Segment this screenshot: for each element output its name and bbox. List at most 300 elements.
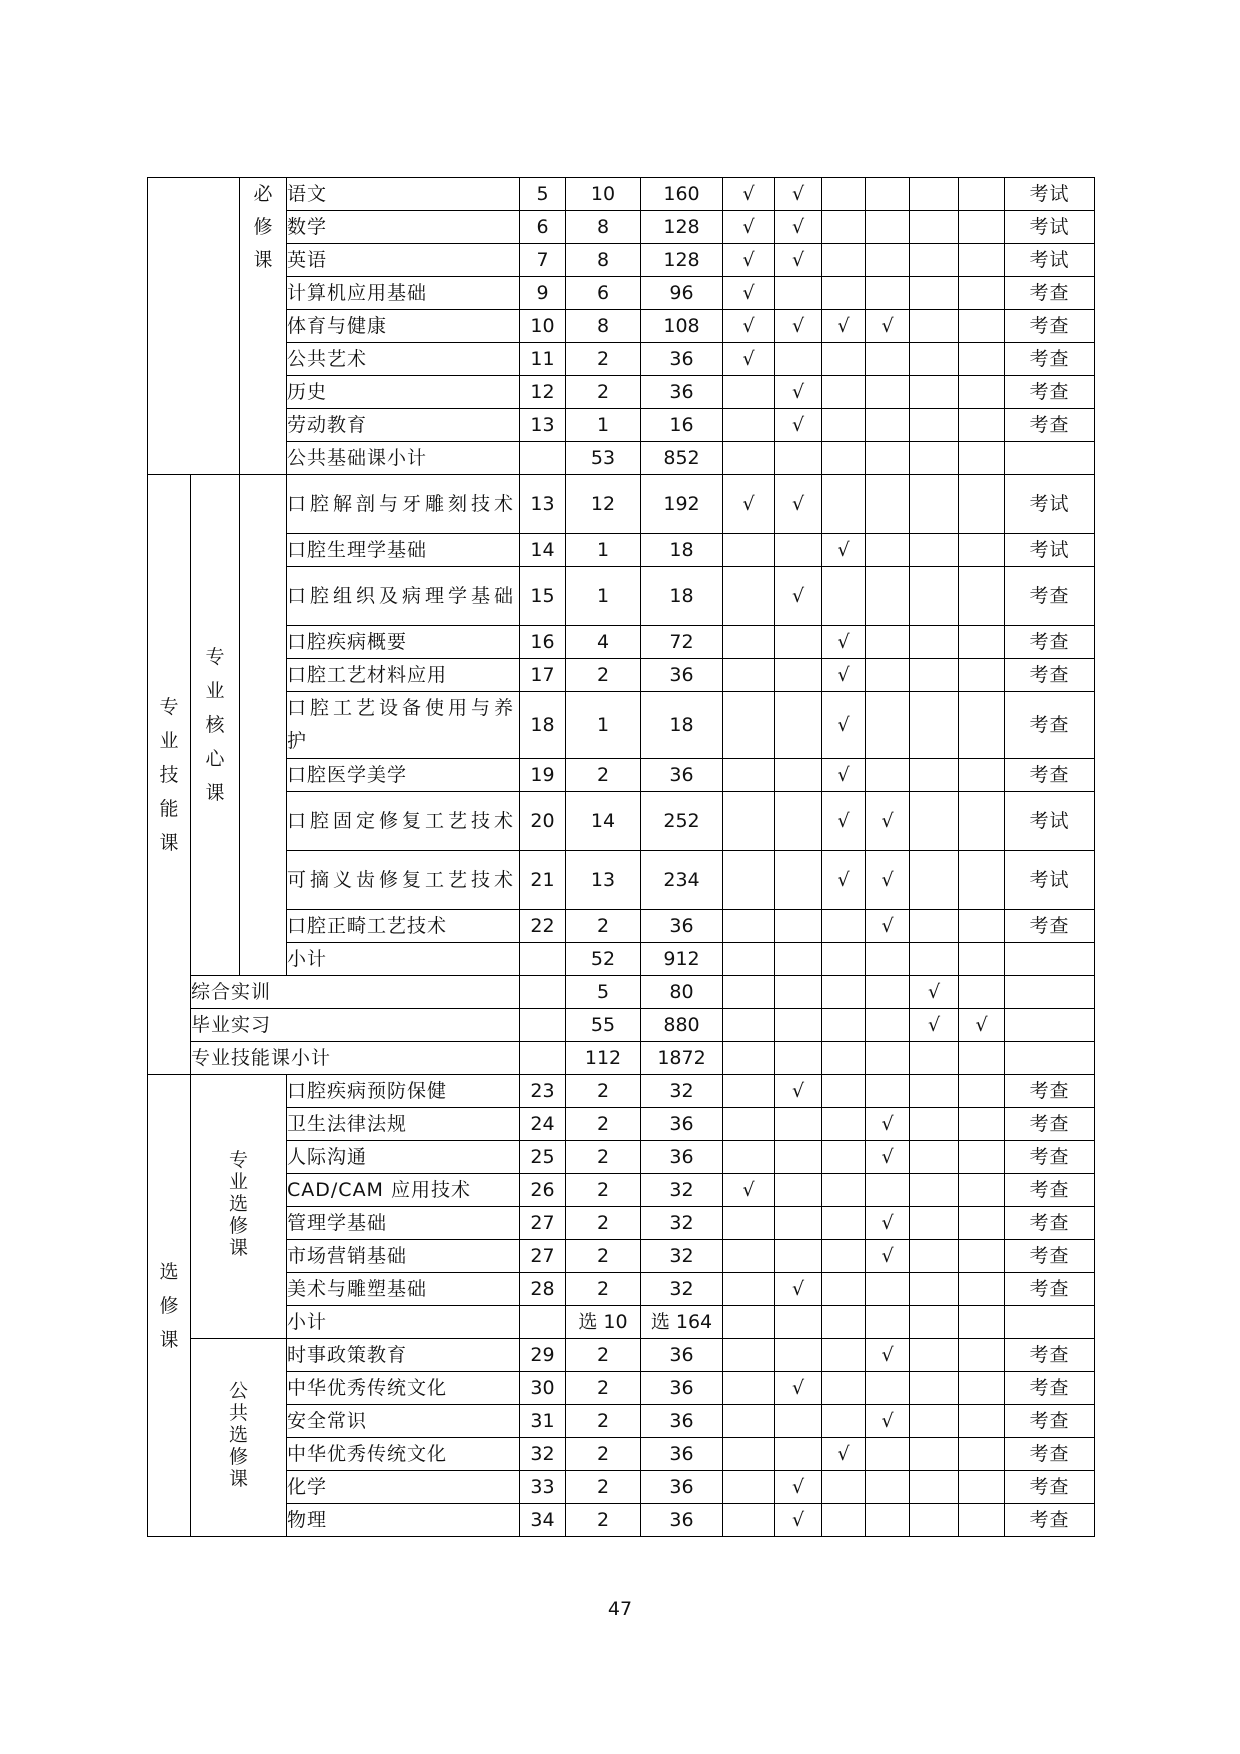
term-4-mark: √ [866,1207,910,1240]
assessment-type: 考查 [1005,1141,1095,1174]
term-3-mark [822,1504,866,1537]
course-name: 口腔固定修复工艺技术 [287,792,520,851]
semester-seq [520,976,566,1009]
assessment-type: 考查 [1005,1108,1095,1141]
hours: 108 [641,310,723,343]
assessment-type: 考试 [1005,475,1095,534]
term-4-mark [866,1504,910,1537]
term-2-mark: √ [775,211,822,244]
term-6-mark [959,567,1005,626]
page-number: 47 [607,1598,633,1620]
term-2-mark: √ [775,1471,822,1504]
hours: 选 164 [641,1306,723,1339]
semester-seq: 14 [520,534,566,567]
semester-seq: 12 [520,376,566,409]
term-5-mark: √ [910,1009,959,1042]
term-4-mark [866,1042,910,1075]
term-2-mark: √ [775,409,822,442]
term-2-mark [775,943,822,976]
credits: 2 [566,1141,641,1174]
credits: 52 [566,943,641,976]
credits: 13 [566,851,641,910]
semester-seq: 17 [520,659,566,692]
term-1-mark [723,376,775,409]
assessment-type [1005,1009,1095,1042]
term-1-mark [723,567,775,626]
term-2-mark: √ [775,1504,822,1537]
term-2-mark [775,1339,822,1372]
term-6-mark [959,1504,1005,1537]
term-6-mark [959,1372,1005,1405]
semester-seq: 13 [520,409,566,442]
semester-seq [520,1306,566,1339]
semester-seq: 25 [520,1141,566,1174]
credits: 2 [566,1075,641,1108]
term-2-mark: √ [775,567,822,626]
term-2-mark [775,851,822,910]
semester-seq: 19 [520,759,566,792]
term-5-mark [910,1207,959,1240]
course-name: 公共基础课小计 [287,442,520,475]
curriculum-table [147,177,1095,1537]
professional-skill-course-label [148,475,191,1075]
credits: 55 [566,1009,641,1042]
term-2-mark [775,692,822,759]
course-name: 口腔解剖与牙雕刻技术 [287,475,520,534]
credits: 2 [566,376,641,409]
course-name: 劳动教育 [287,409,520,442]
hours: 880 [641,1009,723,1042]
table-row [148,178,1095,211]
hours: 36 [641,1405,723,1438]
term-3-mark [822,343,866,376]
term-1-mark [723,1306,775,1339]
term-1-mark [723,1207,775,1240]
table-row [148,1075,1095,1108]
assessment-type [1005,1306,1095,1339]
hours: 852 [641,442,723,475]
term-4-mark [866,1273,910,1306]
term-4-mark: √ [866,310,910,343]
term-4-mark [866,343,910,376]
table-row [148,659,1095,692]
public-elective-course-label [191,1339,287,1537]
assessment-type: 考查 [1005,910,1095,943]
term-6-mark [959,851,1005,910]
course-name: 英语 [287,244,520,277]
course-name: 美术与雕塑基础 [287,1273,520,1306]
assessment-type: 考查 [1005,376,1095,409]
hours: 160 [641,178,723,211]
term-1-mark: √ [723,211,775,244]
term-4-mark [866,376,910,409]
term-6-mark [959,1141,1005,1174]
term-6-mark [959,244,1005,277]
term-2-mark: √ [775,376,822,409]
semester-seq: 13 [520,475,566,534]
hours: 912 [641,943,723,976]
assessment-type: 考试 [1005,851,1095,910]
term-3-mark [822,1339,866,1372]
semester-seq: 21 [520,851,566,910]
term-6-mark [959,277,1005,310]
term-3-mark [822,1075,866,1108]
assessment-type: 考查 [1005,1075,1095,1108]
term-3-mark [822,1009,866,1042]
term-5-mark [910,343,959,376]
term-5-mark [910,659,959,692]
term-1-mark [723,1108,775,1141]
term-5-mark [910,1438,959,1471]
credits: 8 [566,310,641,343]
term-5-mark [910,310,959,343]
term-3-mark [822,409,866,442]
course-name: 化学 [287,1471,520,1504]
term-4-mark [866,567,910,626]
table-row [148,442,1095,475]
table-row [148,759,1095,792]
term-6-mark [959,1042,1005,1075]
assessment-type: 考查 [1005,1273,1095,1306]
course-name: CAD/CAM 应用技术 [287,1174,520,1207]
term-6-mark [959,1339,1005,1372]
term-3-mark [822,1174,866,1207]
term-5-mark [910,1141,959,1174]
assessment-type: 考试 [1005,792,1095,851]
assessment-type: 考查 [1005,310,1095,343]
assessment-type: 考试 [1005,244,1095,277]
term-6-mark [959,442,1005,475]
credits: 1 [566,692,641,759]
assessment-type: 考查 [1005,1471,1095,1504]
term-3-mark: √ [822,792,866,851]
semester-seq [520,943,566,976]
course-name: 市场营销基础 [287,1240,520,1273]
term-1-mark [723,1009,775,1042]
credits: 2 [566,1504,641,1537]
course-name: 体育与健康 [287,310,520,343]
term-5-mark [910,1174,959,1207]
required-course-label [240,178,287,475]
professional-core-course-label [191,475,240,976]
term-6-mark [959,1108,1005,1141]
term-1-mark [723,1504,775,1537]
term-2-mark [775,659,822,692]
hours: 36 [641,343,723,376]
professional-elective-course-label [191,1075,287,1339]
assessment-type: 考查 [1005,409,1095,442]
credits: 2 [566,1207,641,1240]
term-1-mark [723,1471,775,1504]
assessment-type: 考试 [1005,211,1095,244]
term-6-mark [959,1438,1005,1471]
hours: 32 [641,1174,723,1207]
term-4-mark: √ [866,1339,910,1372]
term-1-mark [723,792,775,851]
term-4-mark [866,475,910,534]
term-3-mark [822,910,866,943]
assessment-type: 考查 [1005,1207,1095,1240]
table-row [148,1405,1095,1438]
semester-seq: 28 [520,1273,566,1306]
term-5-mark [910,1273,959,1306]
semester-seq: 5 [520,178,566,211]
term-6-mark [959,534,1005,567]
hours: 18 [641,534,723,567]
term-6-mark [959,1240,1005,1273]
credits: 2 [566,1339,641,1372]
term-4-mark: √ [866,910,910,943]
course-name: 口腔疾病概要 [287,626,520,659]
credits: 112 [566,1042,641,1075]
term-1-mark [723,692,775,759]
table-row [148,310,1095,343]
semester-seq: 20 [520,792,566,851]
term-3-mark [822,376,866,409]
table-row [148,1042,1095,1075]
term-5-mark [910,277,959,310]
term-2-mark [775,1141,822,1174]
term-4-mark [866,1009,910,1042]
course-name: 小计 [287,1306,520,1339]
assessment-type: 考试 [1005,178,1095,211]
semester-seq: 10 [520,310,566,343]
credits: 2 [566,1471,641,1504]
term-3-mark [822,475,866,534]
hours: 36 [641,759,723,792]
hours: 32 [641,1240,723,1273]
term-1-mark [723,943,775,976]
course-name: 口腔疾病预防保健 [287,1075,520,1108]
course-name: 小计 [287,943,520,976]
hours: 252 [641,792,723,851]
term-1-mark [723,1141,775,1174]
term-2-mark [775,1207,822,1240]
term-2-mark [775,1306,822,1339]
table-row [148,244,1095,277]
term-4-mark: √ [866,792,910,851]
course-name: 时事政策教育 [287,1339,520,1372]
term-6-mark [959,1471,1005,1504]
term-5-mark [910,1108,959,1141]
assessment-type: 考查 [1005,692,1095,759]
credits: 4 [566,626,641,659]
credits: 6 [566,277,641,310]
term-4-mark [866,692,910,759]
assessment-type [1005,442,1095,475]
table-row [148,692,1095,759]
term-4-mark [866,659,910,692]
term-2-mark [775,1009,822,1042]
term-1-mark: √ [723,277,775,310]
term-1-mark [723,442,775,475]
term-3-mark [822,244,866,277]
term-2-mark [775,910,822,943]
term-5-mark [910,692,959,759]
term-1-mark [723,1339,775,1372]
term-1-mark [723,409,775,442]
course-name: 中华优秀传统文化 [287,1438,520,1471]
semester-seq: 32 [520,1438,566,1471]
semester-seq: 18 [520,692,566,759]
credits: 2 [566,1174,641,1207]
term-4-mark: √ [866,851,910,910]
professional-skill-course-label-text: 专业技能课 [159,695,179,854]
term-6-mark [959,1306,1005,1339]
term-6-mark [959,759,1005,792]
semester-seq [520,442,566,475]
table-row [148,1009,1095,1042]
term-5-mark [910,943,959,976]
term-2-mark [775,1042,822,1075]
term-5-mark [910,1372,959,1405]
credits: 2 [566,910,641,943]
term-2-mark: √ [775,1075,822,1108]
term-6-mark [959,1207,1005,1240]
credits: 53 [566,442,641,475]
term-4-mark: √ [866,1141,910,1174]
term-5-mark [910,409,959,442]
hours: 36 [641,910,723,943]
hours: 18 [641,692,723,759]
hours: 32 [641,1273,723,1306]
term-2-mark [775,277,822,310]
term-3-mark [822,1240,866,1273]
course-name: 卫生法律法规 [287,1108,520,1141]
term-4-mark [866,1174,910,1207]
term-1-mark [723,1240,775,1273]
hours: 72 [641,626,723,659]
semester-seq [520,1042,566,1075]
term-4-mark [866,211,910,244]
table-row [148,1108,1095,1141]
term-3-mark [822,1207,866,1240]
term-6-mark [959,976,1005,1009]
assessment-type: 考查 [1005,1504,1095,1537]
term-3-mark [822,442,866,475]
course-name: 口腔工艺材料应用 [287,659,520,692]
term-5-mark [910,1240,959,1273]
semester-seq: 24 [520,1108,566,1141]
hours: 36 [641,659,723,692]
table-row [148,976,1095,1009]
term-2-mark [775,976,822,1009]
semester-seq: 23 [520,1075,566,1108]
term-5-mark [910,1471,959,1504]
assessment-type: 考查 [1005,1240,1095,1273]
credits: 2 [566,659,641,692]
term-2-mark [775,1240,822,1273]
course-name: 口腔组织及病理学基础 [287,567,520,626]
term-6-mark [959,211,1005,244]
hours: 36 [641,1108,723,1141]
semester-seq: 31 [520,1405,566,1438]
term-3-mark [822,1306,866,1339]
term-5-mark [910,1075,959,1108]
table-row [148,343,1095,376]
credits: 2 [566,1108,641,1141]
term-1-mark [723,976,775,1009]
term-2-mark [775,1108,822,1141]
course-name: 中华优秀传统文化 [287,1372,520,1405]
course-name: 口腔正畸工艺技术 [287,910,520,943]
hours: 32 [641,1207,723,1240]
course-name: 物理 [287,1504,520,1537]
term-3-mark: √ [822,692,866,759]
term-2-mark [775,442,822,475]
credits: 2 [566,1273,641,1306]
term-6-mark [959,626,1005,659]
term-4-mark [866,943,910,976]
course-name: 计算机应用基础 [287,277,520,310]
table-body [148,178,1095,1537]
term-6-mark [959,659,1005,692]
term-4-mark [866,1438,910,1471]
term-1-mark [723,1372,775,1405]
semester-seq: 6 [520,211,566,244]
term-4-mark [866,277,910,310]
semester-seq: 11 [520,343,566,376]
term-4-mark [866,244,910,277]
credits: 1 [566,567,641,626]
credits: 1 [566,409,641,442]
term-2-mark [775,1438,822,1471]
table-row [148,626,1095,659]
term-5-mark [910,1339,959,1372]
term-3-mark [822,1042,866,1075]
credits: 8 [566,211,641,244]
term-3-mark: √ [822,626,866,659]
table-row [148,567,1095,626]
term-5-mark [910,244,959,277]
term-1-mark [723,1075,775,1108]
credits: 14 [566,792,641,851]
term-5-mark [910,626,959,659]
term-3-mark [822,1108,866,1141]
term-4-mark [866,759,910,792]
course-name: 毕业实习 [191,1009,520,1042]
term-1-mark: √ [723,244,775,277]
course-name: 口腔生理学基础 [287,534,520,567]
credits: 选 10 [566,1306,641,1339]
assessment-type: 考查 [1005,1339,1095,1372]
term-3-mark [822,1372,866,1405]
term-6-mark [959,1405,1005,1438]
term-6-mark [959,943,1005,976]
term-5-mark [910,792,959,851]
table-row [148,1471,1095,1504]
assessment-type: 考查 [1005,626,1095,659]
table-row [148,1438,1095,1471]
term-2-mark: √ [775,475,822,534]
term-3-mark: √ [822,659,866,692]
term-6-mark [959,475,1005,534]
term-5-mark [910,851,959,910]
hours: 16 [641,409,723,442]
required-course-label-text: 必修课 [253,183,273,271]
term-5-mark [910,534,959,567]
elective-course-label [148,1075,191,1537]
term-5-mark [910,178,959,211]
term-5-mark [910,376,959,409]
table-row [148,534,1095,567]
hours: 80 [641,976,723,1009]
credits: 2 [566,1438,641,1471]
table-row [148,409,1095,442]
term-3-mark [822,178,866,211]
semester-seq: 16 [520,626,566,659]
term-2-mark [775,792,822,851]
